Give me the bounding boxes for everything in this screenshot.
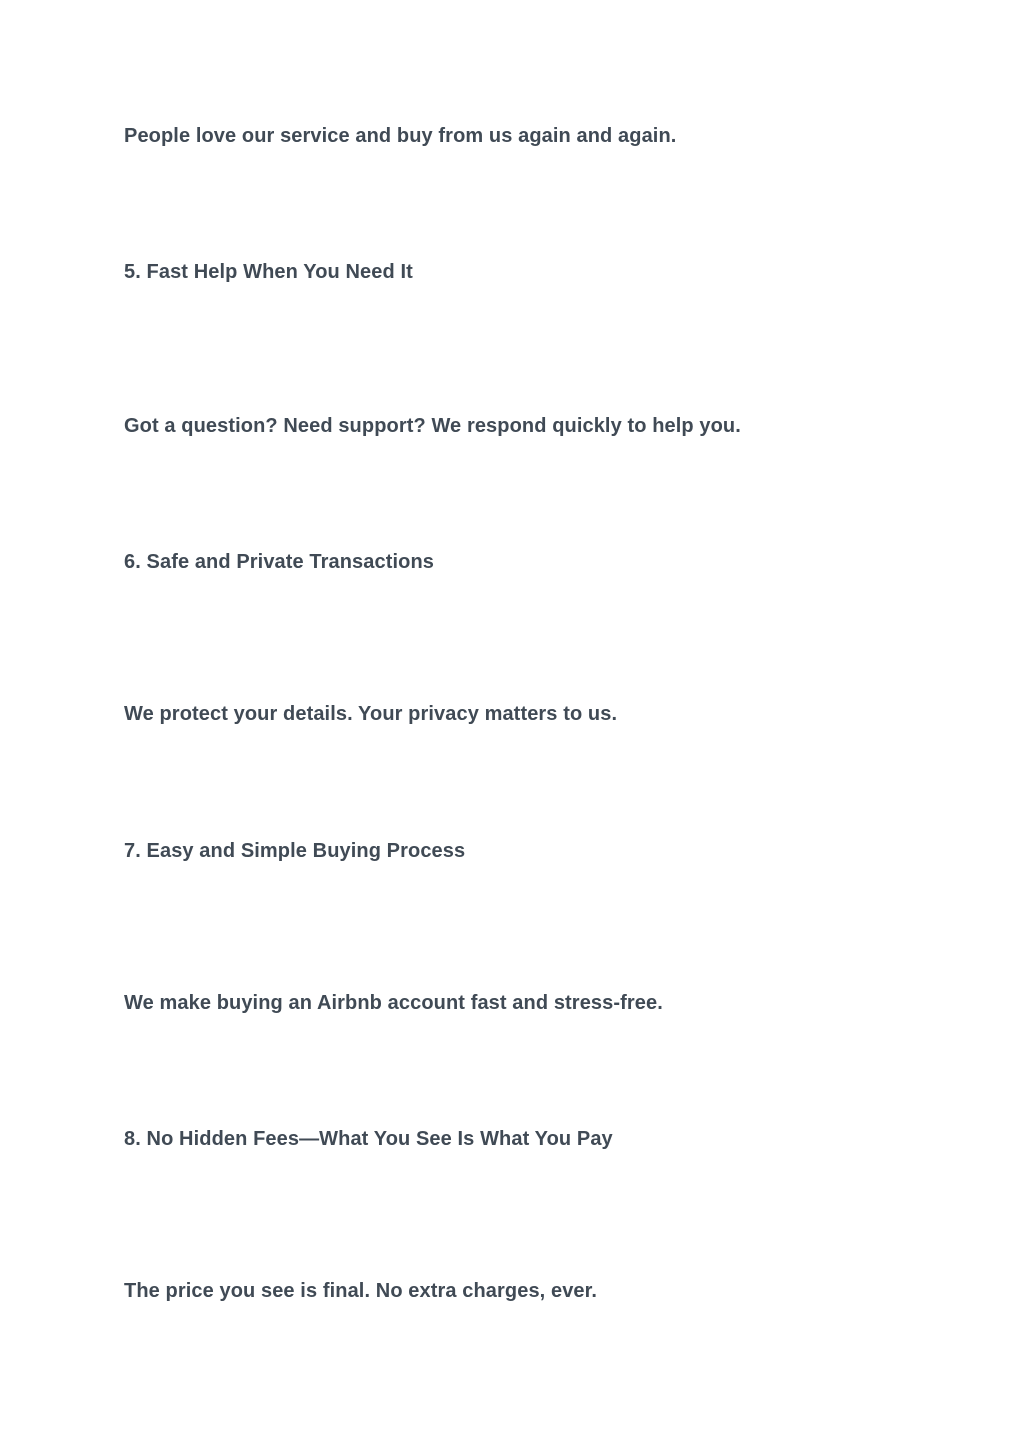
paragraph-repeat-customers: People love our service and buy from us again and again.: [124, 125, 677, 147]
heading-fast-help: 5. Fast Help When You Need It: [124, 261, 413, 283]
heading-safe-private: 6. Safe and Private Transactions: [124, 551, 434, 573]
paragraph-stress-free: We make buying an Airbnb account fast and stress-free.: [124, 992, 663, 1014]
heading-no-hidden-fees: 8. No Hidden Fees—What You See Is What You Pay: [124, 1128, 613, 1150]
paragraph-support-response: Got a question? Need support? We respond quickly to help you.: [124, 415, 741, 437]
paragraph-privacy: We protect your details. Your privacy matters to us.: [124, 703, 618, 725]
paragraph-final-price: The price you see is final. No extra charges, ever.: [124, 1280, 598, 1302]
heading-easy-buying: 7. Easy and Simple Buying Process: [124, 840, 466, 862]
